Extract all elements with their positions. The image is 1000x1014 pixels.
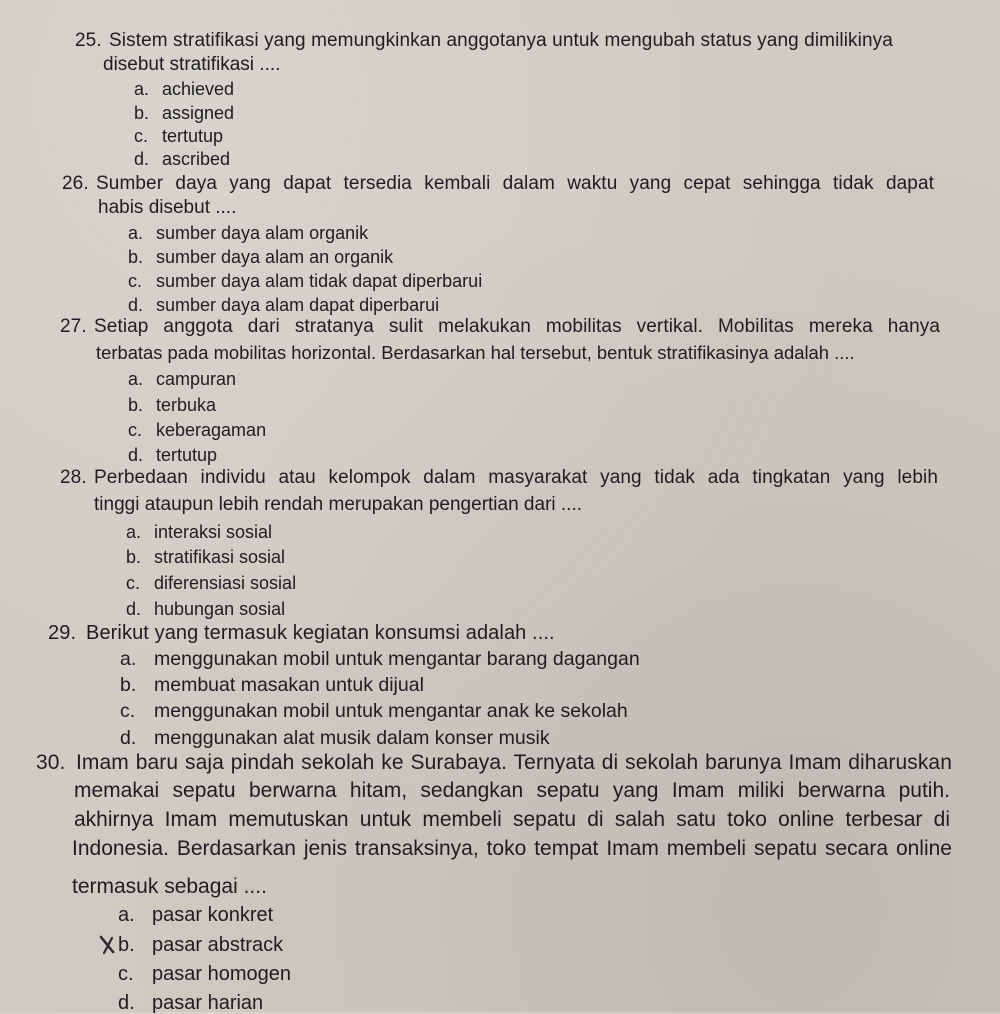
question-30-line2: memakai sepatu berwarna hitam, sedangkan sepatu yang Imam miliki berwarna putih. xyxy=(74,779,950,802)
option-letter: a. xyxy=(118,904,135,926)
option-text: tertutup xyxy=(156,445,218,465)
option-26c xyxy=(128,270,482,292)
option-letter: d. xyxy=(120,727,137,749)
option-28c xyxy=(126,572,296,594)
question-25-continued: disebut stratifikasi .... xyxy=(103,54,281,75)
option-text: assigned xyxy=(162,103,235,123)
option-letter: c. xyxy=(120,700,136,722)
option-30b xyxy=(118,934,283,956)
option-30d xyxy=(118,992,263,1014)
option-28b xyxy=(126,546,285,568)
option-letter: b. xyxy=(118,934,135,956)
option-letter: d. xyxy=(118,992,135,1014)
question-28 xyxy=(60,467,938,489)
question-number: 29. xyxy=(48,622,77,644)
question-text: Imam baru saja pindah sekolah ke Surabaya. Ternyata di sekolah barunya Imam diharuskan xyxy=(76,751,952,774)
question-28-continued: tinggi ataupun lebih rendah merupakan pengertian dari .... xyxy=(94,494,583,515)
option-text: pasar homogen xyxy=(152,963,291,985)
question-26-continued: habis disebut .... xyxy=(98,197,237,218)
question-25 xyxy=(75,30,935,52)
option-text: pasar harian xyxy=(152,992,264,1014)
option-text: ascribed xyxy=(162,149,231,169)
option-text: membuat masakan untuk dijual xyxy=(154,674,424,696)
question-text: Berikut yang termasuk kegiatan konsumsi adalah .... xyxy=(86,622,555,644)
option-26a xyxy=(128,222,368,244)
answer-check-mark-icon xyxy=(98,934,124,956)
question-26 xyxy=(62,173,934,195)
question-number: 27. xyxy=(60,316,87,337)
question-30-line5: termasuk sebagai .... xyxy=(72,875,267,898)
option-26d xyxy=(128,294,439,316)
question-number: 25. xyxy=(75,30,102,51)
option-letter: a. xyxy=(120,648,137,670)
option-letter: a. xyxy=(128,369,144,389)
question-30-line3: akhirnya Imam memutuskan untuk membeli sepatu di salah satu toko online terbesar di xyxy=(74,808,950,831)
option-28d xyxy=(126,598,285,620)
option-text: hubungan sosial xyxy=(154,599,286,619)
option-29a xyxy=(120,648,640,670)
option-25d xyxy=(134,148,230,170)
option-letter: c. xyxy=(128,271,143,291)
option-text: sumber daya alam organik xyxy=(156,223,369,243)
option-text: menggunakan alat musik dalam konser musik xyxy=(154,727,550,749)
option-text: keberagaman xyxy=(156,420,267,440)
option-letter: d. xyxy=(126,599,142,619)
option-letter: a. xyxy=(134,79,150,99)
option-letter: c. xyxy=(134,126,149,146)
option-letter: d. xyxy=(128,445,144,465)
option-letter: b. xyxy=(134,103,150,123)
question-30-line4: Indonesia. Berdasarkan jenis transaksinya, toko tempat Imam membeli sepatu secara online xyxy=(72,837,952,860)
option-letter: c. xyxy=(128,420,143,440)
option-27a xyxy=(128,368,236,390)
option-29c xyxy=(120,700,628,722)
question-text: Sistem stratifikasi yang memungkinkan anggotanya untuk mengubah status yang dimilikinya xyxy=(109,30,893,51)
option-27c xyxy=(128,419,266,441)
option-29d xyxy=(120,727,550,749)
option-text: tertutup xyxy=(162,126,224,146)
option-text: menggunakan mobil untuk mengantar barang dagangan xyxy=(154,648,640,670)
option-letter: c. xyxy=(126,573,141,593)
option-text: sumber daya alam an organik xyxy=(156,247,394,267)
option-letter: b. xyxy=(120,674,137,696)
option-text: pasar abstrack xyxy=(152,934,284,956)
option-text: achieved xyxy=(162,79,235,99)
option-25c xyxy=(134,125,223,147)
option-letter: a. xyxy=(128,223,144,243)
option-letter: d. xyxy=(128,295,144,315)
option-30c xyxy=(118,963,291,985)
question-text: Sumber daya yang dapat tersedia kembali dalam waktu yang cepat sehingga tidak dapat xyxy=(96,173,934,194)
option-text: pasar konkret xyxy=(152,904,274,926)
option-30a xyxy=(118,904,273,926)
question-text: Perbedaan individu atau kelompok dalam masyarakat yang tidak ada tingkatan yang lebih xyxy=(94,467,938,488)
option-text: interaksi sosial xyxy=(154,522,273,542)
question-number: 26. xyxy=(62,173,89,194)
option-letter: d. xyxy=(134,149,150,169)
option-letter: b. xyxy=(128,395,144,415)
option-letter: a. xyxy=(126,522,142,542)
option-text: campuran xyxy=(156,369,237,389)
option-27b xyxy=(128,394,216,416)
option-28a xyxy=(126,521,272,543)
option-26b xyxy=(128,246,393,268)
question-27-continued: terbatas pada mobilitas horizontal. Berdasarkan hal tersebut, bentuk stratifikasinya adalah .... xyxy=(96,342,855,363)
question-29 xyxy=(48,622,748,644)
question-27 xyxy=(60,316,940,338)
question-number: 30. xyxy=(36,751,66,774)
option-25b xyxy=(134,102,234,124)
option-25a xyxy=(134,78,234,100)
option-text: sumber daya alam dapat diperbarui xyxy=(156,295,440,315)
question-text: Setiap anggota dari stratanya sulit melakukan mobilitas vertikal. Mobilitas mereka hanya xyxy=(94,316,940,337)
option-27d xyxy=(128,444,217,466)
option-29b xyxy=(120,674,424,696)
option-text: menggunakan mobil untuk mengantar anak ke sekolah xyxy=(154,700,628,722)
option-letter: b. xyxy=(128,247,144,267)
option-letter: b. xyxy=(126,547,142,567)
option-text: diferensiasi sosial xyxy=(154,573,297,593)
question-number: 28. xyxy=(60,467,87,488)
option-text: terbuka xyxy=(156,395,217,415)
option-letter: c. xyxy=(118,963,134,985)
option-text: stratifikasi sosial xyxy=(154,547,286,567)
option-text: sumber daya alam tidak dapat diperbarui xyxy=(156,271,483,291)
question-30 xyxy=(36,750,952,776)
